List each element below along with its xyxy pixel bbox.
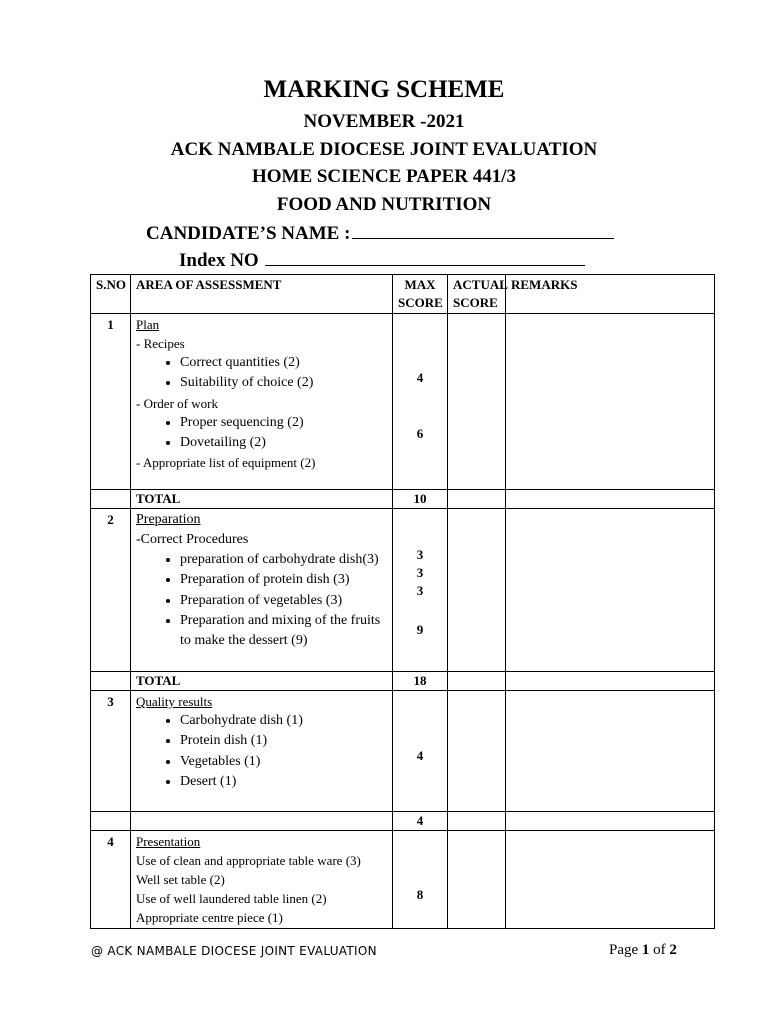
remarks-cell[interactable]	[506, 831, 715, 929]
table-row	[91, 831, 715, 929]
section-heading: Preparation	[136, 512, 201, 527]
total-label: TOTAL	[131, 490, 393, 509]
list-item: • Carbohydrate dish (1)	[180, 711, 387, 731]
header-area-of-assessment: AREA OF ASSESSMENT	[131, 275, 393, 314]
table-row	[91, 812, 715, 831]
section-content	[131, 509, 393, 672]
header-actual-score-line1: ACTUAL	[453, 277, 508, 292]
current-page: 1	[641, 942, 650, 958]
section-content	[131, 831, 393, 929]
page-number	[609, 942, 677, 959]
candidate-name-line	[146, 221, 614, 245]
list-item: • Suitability of choice (2)	[180, 373, 387, 393]
table-row	[91, 672, 715, 691]
page-word: Page	[609, 942, 639, 958]
max-score-cell	[393, 509, 448, 672]
list-item: • Proper sequencing (2)	[180, 413, 387, 433]
table-row	[91, 509, 715, 672]
empty-cell	[91, 672, 131, 691]
list-item: • Vegetables (1)	[180, 752, 387, 772]
max-score-cell	[393, 314, 448, 490]
header-actual-score	[448, 275, 506, 314]
header-max-score	[393, 275, 448, 314]
header-max-score-line2: SCORE	[398, 295, 443, 310]
list-item: • Correct quantities (2)	[180, 353, 387, 373]
actual-score-cell[interactable]	[448, 509, 506, 672]
table-header-row	[91, 275, 715, 314]
paper-name: HOME SCIENCE PAPER 441/3	[251, 166, 517, 187]
remarks-cell[interactable]	[506, 672, 715, 691]
empty-cell	[91, 812, 131, 831]
section-number: 3	[91, 691, 131, 812]
list-item: • preparation of carbohydrate dish(3)	[180, 550, 387, 570]
max-score-value: 3	[416, 547, 424, 562]
actual-score-cell[interactable]	[448, 691, 506, 812]
section-heading: Quality results	[136, 694, 213, 709]
max-score-value: 9	[416, 622, 424, 637]
subject-name: FOOD AND NUTRITION	[276, 194, 492, 215]
criteria-list	[136, 413, 387, 454]
section-number: 2	[91, 509, 131, 672]
section-subheading: -Correct Procedures	[136, 532, 249, 547]
actual-score-cell[interactable]	[448, 314, 506, 490]
total-label: TOTAL	[131, 672, 393, 691]
max-score-value: 6	[416, 426, 424, 441]
section-heading: Plan	[136, 317, 160, 332]
remarks-cell[interactable]	[506, 490, 715, 509]
section-heading: Presentation	[136, 834, 201, 849]
criteria-line: Use of clean and appropriate table ware (3)	[136, 853, 361, 868]
list-item: • Dovetailing (2)	[180, 433, 387, 453]
total-value: 18	[393, 672, 448, 691]
max-score-cell	[393, 831, 448, 929]
table-row	[91, 691, 715, 812]
section-number: 1	[91, 314, 131, 490]
actual-score-cell[interactable]	[448, 812, 506, 831]
total-pages: 2	[669, 942, 677, 958]
criteria-line: Appropriate centre piece (1)	[136, 910, 283, 925]
index-number-blank[interactable]	[265, 248, 585, 266]
footer-organisation: @ ACK NAMBALE DIOCESE JOINT EVALUATION	[91, 944, 377, 958]
actual-score-cell[interactable]	[448, 831, 506, 929]
max-score-value: 4	[416, 370, 424, 385]
exam-date: NOVEMBER -2021	[303, 111, 465, 132]
section-subheading: - Order of work	[136, 395, 218, 411]
total-value: 4	[393, 812, 448, 831]
list-item: • Protein dish (1)	[180, 731, 387, 751]
empty-cell	[131, 812, 393, 831]
empty-cell	[91, 490, 131, 509]
max-score-value: 4	[416, 748, 424, 763]
candidate-name-blank[interactable]	[352, 221, 614, 239]
header-sno: S.NO	[91, 275, 131, 314]
total-value: 10	[393, 490, 448, 509]
criteria-list	[136, 353, 387, 394]
header-max-score-line1: MAX	[404, 277, 436, 292]
table-row	[91, 314, 715, 490]
list-item: • Preparation of vegetables (3)	[180, 591, 387, 611]
document-title: MARKING SCHEME	[263, 76, 505, 103]
actual-score-cell[interactable]	[448, 672, 506, 691]
criteria-list	[136, 550, 387, 651]
marking-scheme-table	[90, 274, 715, 929]
section-content	[131, 691, 393, 812]
organisation-name: ACK NAMBALE DIOCESE JOINT EVALUATION	[170, 139, 598, 160]
criteria-line: Use of well laundered table linen (2)	[136, 891, 327, 906]
candidate-name-label: CANDIDATE’S NAME :	[146, 223, 351, 244]
section-subheading: - Appropriate list of equipment (2)	[136, 455, 316, 471]
table-row	[91, 490, 715, 509]
section-number: 4	[91, 831, 131, 929]
list-item: • Preparation and mixing of the fruits to make the dessert (9)	[180, 611, 387, 652]
remarks-cell[interactable]	[506, 314, 715, 490]
max-score-value: 8	[416, 887, 424, 902]
index-number-label: Index NO	[179, 250, 259, 271]
list-item: • Preparation of protein dish (3)	[180, 570, 387, 590]
actual-score-cell[interactable]	[448, 490, 506, 509]
section-content	[131, 314, 393, 490]
header-actual-score-line2: SCORE	[453, 295, 498, 310]
remarks-cell[interactable]	[506, 812, 715, 831]
of-word: of	[653, 942, 666, 958]
max-score-value: 3	[416, 565, 424, 580]
max-score-cell	[393, 691, 448, 812]
index-number-line	[179, 248, 585, 272]
criteria-list	[136, 711, 387, 792]
max-score-value: 3	[416, 583, 424, 598]
criteria-line: Well set table (2)	[136, 872, 225, 887]
remarks-cell[interactable]	[506, 691, 715, 812]
remarks-cell[interactable]	[506, 509, 715, 672]
header-remarks: REMARKS	[506, 275, 715, 314]
list-item: • Desert (1)	[180, 772, 387, 792]
section-subheading: - Recipes	[136, 336, 185, 351]
